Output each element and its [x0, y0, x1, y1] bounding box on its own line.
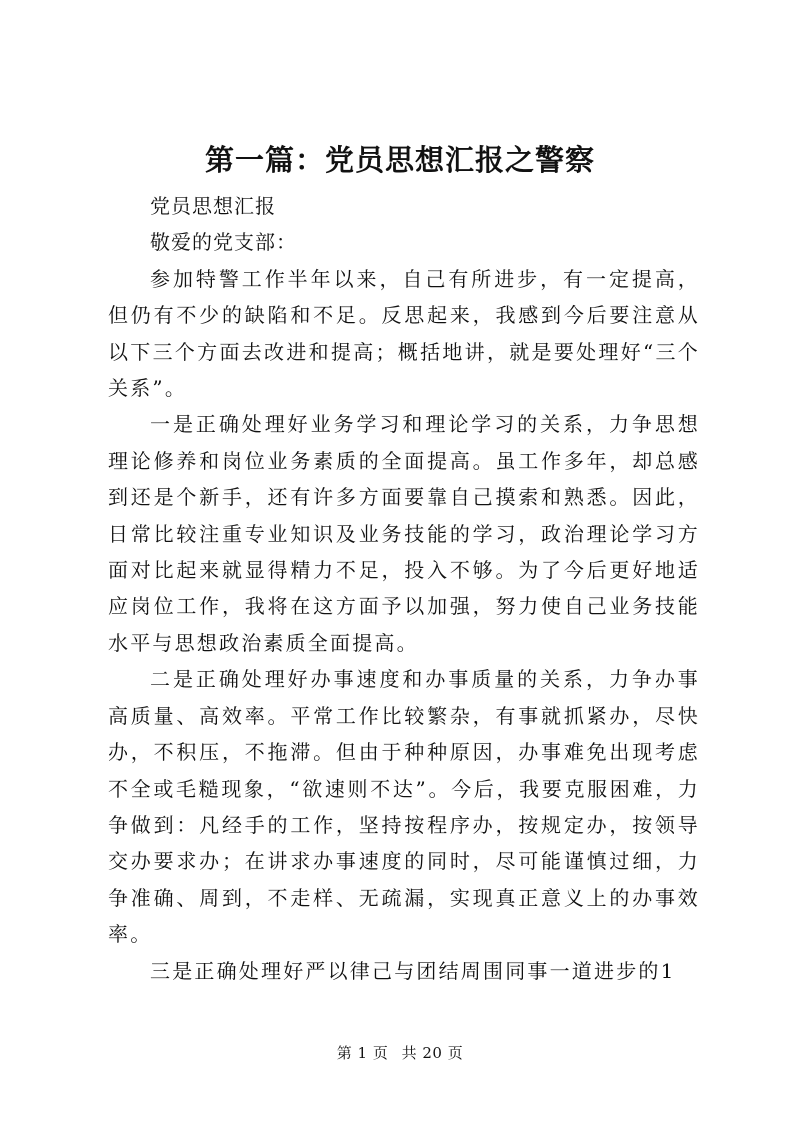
body-paragraph: 三是正确处理好严以律己与团结周围同事一道进步的1: [150, 958, 676, 983]
page-footer: [0, 1042, 800, 1064]
body-paragraph: 一是正确处理好业务学习和理论学习的关系，力争思想理论修养和岗位业务素质的全面提高。虽工作多年，却总感到还是个新手，还有许多方面要靠自己摸索和熟悉。因此，日常比较注重专业知识及业务技能的学习，政治理论学习方面对比起来就显得精力不足，投入不够。为了今后更好地适应岗位工作，我将在这方面予以加强，努力使自己业务技能水平与思想政治素质全面提高。: [108, 412, 700, 655]
page-number: 第 1 页: [336, 1044, 389, 1062]
page-total: 共 20 页: [401, 1044, 464, 1062]
body-paragraph-salutation: 敬爱的党支部：: [150, 230, 297, 255]
body-paragraph-heading: 党员思想汇报: [150, 194, 276, 218]
body-paragraph: 二是正确处理好办事速度和办事质量的关系，力争办事高质量、高效率。平常工作比较繁杂，有事就抓紧办，尽快办，不积压，不拖滞。但由于种种原因，办事难免出现考虑不全或毛糙现象，“欲速则不达”。今后，我要克服困难，力争做到：凡经手的工作，坚持按程序办，按规定办，按领导交办要求办；在讲求办事速度的同时，尽可能谨慎过细，力争准确、周到，不走样、无疏漏，实现真正意义上的办事效率。: [108, 667, 700, 947]
document-title: 第一篇：党员思想汇报之警察: [204, 143, 595, 177]
document-body: [108, 188, 700, 989]
body-paragraph: 参加特警工作半年以来，自己有所进步，有一定提高，但仍有不少的缺陷和不足。反思起来，我感到今后要注意从以下三个方面去改进和提高；概括地讲，就是要处理好“三个关系”。: [108, 266, 700, 401]
